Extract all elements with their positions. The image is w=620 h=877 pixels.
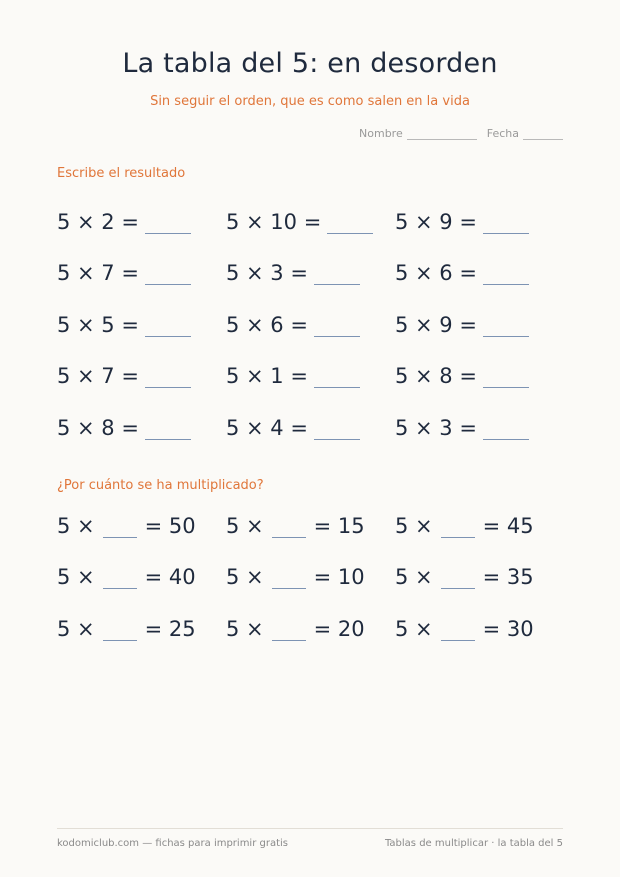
page-title: La tabla del 5: en desorden (122, 48, 498, 79)
exercise-text: 5 × 5 = (57, 312, 139, 337)
factor-blank[interactable] (441, 517, 475, 538)
exercise (226, 364, 395, 388)
exercise-row (57, 552, 577, 604)
factor-blank[interactable] (103, 568, 137, 589)
exercise-result: = 40 (144, 565, 196, 590)
exercise-result: = 30 (482, 616, 534, 641)
exercise-text: 5 × 8 = (57, 415, 139, 440)
exercise-text: 5 × 6 = (226, 312, 308, 337)
factor-blank[interactable] (441, 568, 475, 589)
exercise-text: 5 × 1 = (226, 364, 308, 389)
exercise (226, 210, 395, 234)
name-field[interactable] (407, 129, 477, 140)
exercise (57, 416, 226, 440)
exercise-result: = 15 (313, 513, 365, 538)
exercise (226, 514, 395, 538)
section-label-results: Escribe el resultado (57, 166, 186, 181)
date-field[interactable] (523, 129, 563, 140)
exercise-prefix: 5 × (226, 616, 264, 641)
footer-site-text: kodomiclub.com — fichas para imprimir gratis (57, 838, 289, 849)
exercise (395, 514, 564, 538)
exercise-prefix: 5 × (395, 513, 433, 538)
answer-blank[interactable] (483, 316, 529, 337)
exercise (226, 617, 395, 641)
answer-blank[interactable] (314, 264, 360, 285)
exercise (395, 313, 564, 337)
footer-topic-text: Tablas de multiplicar · la tabla del 5 (384, 838, 563, 849)
answer-blank[interactable] (314, 419, 360, 440)
answer-blank[interactable] (483, 264, 529, 285)
answer-blank[interactable] (483, 419, 529, 440)
date-label: Fecha (486, 127, 519, 140)
exercise-text: 5 × 7 = (57, 364, 139, 389)
exercise (395, 565, 564, 589)
exercise (226, 261, 395, 285)
exercise (57, 364, 226, 388)
answer-blank[interactable] (145, 213, 191, 234)
missing-factor-grid (57, 500, 577, 655)
exercise-row (57, 351, 577, 403)
exercise (395, 416, 564, 440)
answer-blank[interactable] (483, 213, 529, 234)
factor-blank[interactable] (272, 568, 306, 589)
factor-blank[interactable] (441, 620, 475, 641)
factor-blank[interactable] (103, 517, 137, 538)
exercise (57, 514, 226, 538)
footer-divider (57, 828, 563, 829)
exercise-result: = 35 (482, 565, 534, 590)
exercise (57, 210, 226, 234)
name-date-fields (359, 127, 563, 140)
exercise (226, 313, 395, 337)
exercise-row (57, 500, 577, 552)
exercise-prefix: 5 × (395, 565, 433, 590)
exercise-row (57, 603, 577, 655)
exercise-prefix: 5 × (57, 565, 95, 590)
exercise-text: 5 × 7 = (57, 261, 139, 286)
exercise (395, 364, 564, 388)
exercise-text: 5 × 9 = (395, 312, 477, 337)
answer-blank[interactable] (314, 367, 360, 388)
exercise-result: = 20 (313, 616, 365, 641)
exercise (57, 313, 226, 337)
name-label: Nombre (359, 127, 403, 140)
results-grid (57, 196, 577, 454)
exercise (57, 617, 226, 641)
answer-blank[interactable] (483, 367, 529, 388)
exercise-prefix: 5 × (57, 616, 95, 641)
exercise-prefix: 5 × (226, 565, 264, 590)
exercise-result: = 25 (144, 616, 196, 641)
exercise-result: = 10 (313, 565, 365, 590)
answer-blank[interactable] (145, 316, 191, 337)
exercise-row (57, 299, 577, 351)
exercise-row (57, 402, 577, 454)
answer-blank[interactable] (327, 213, 373, 234)
exercise-text: 5 × 3 = (226, 261, 308, 286)
exercise-result: = 50 (144, 513, 196, 538)
exercise-text: 5 × 4 = (226, 415, 308, 440)
exercise (57, 565, 226, 589)
exercise-row (57, 196, 577, 248)
section-label-missing-factor: ¿Por cuánto se ha multiplicado? (57, 478, 264, 493)
exercise-text: 5 × 6 = (395, 261, 477, 286)
exercise-text: 5 × 2 = (57, 209, 139, 234)
answer-blank[interactable] (145, 419, 191, 440)
exercise-text: 5 × 3 = (395, 415, 477, 440)
page-subtitle: Sin seguir el orden, que es como salen en la vida (150, 94, 470, 109)
exercise (57, 261, 226, 285)
exercise (395, 210, 564, 234)
exercise-text: 5 × 10 = (226, 209, 322, 234)
exercise-prefix: 5 × (57, 513, 95, 538)
factor-blank[interactable] (272, 620, 306, 641)
answer-blank[interactable] (145, 264, 191, 285)
exercise-text: 5 × 9 = (395, 209, 477, 234)
answer-blank[interactable] (314, 316, 360, 337)
exercise (395, 261, 564, 285)
factor-blank[interactable] (272, 517, 306, 538)
exercise-result: = 45 (482, 513, 534, 538)
exercise-prefix: 5 × (395, 616, 433, 641)
exercise-prefix: 5 × (226, 513, 264, 538)
exercise-row (57, 248, 577, 300)
exercise (226, 416, 395, 440)
exercise (395, 617, 564, 641)
exercise-text: 5 × 8 = (395, 364, 477, 389)
answer-blank[interactable] (145, 367, 191, 388)
exercise (226, 565, 395, 589)
factor-blank[interactable] (103, 620, 137, 641)
